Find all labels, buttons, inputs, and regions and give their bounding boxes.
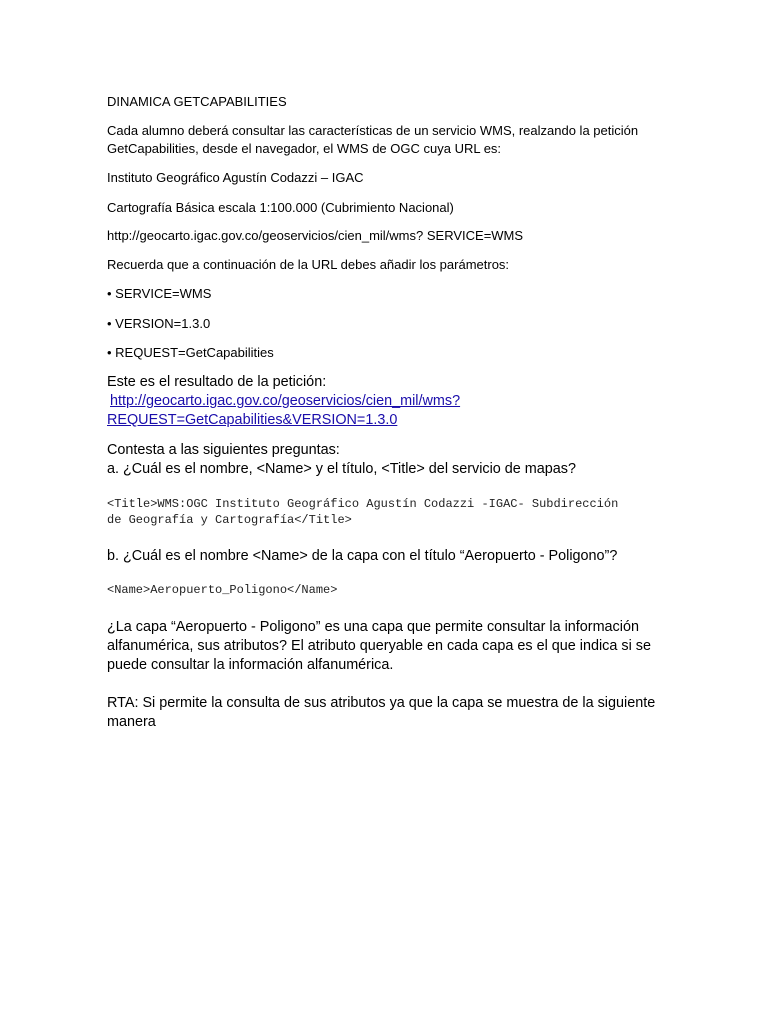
result-link-line-2 <box>107 411 397 430</box>
result-link-part-1[interactable]: http://geocarto.igac.gov.co/geoservicios/cien_mil/wms? <box>110 393 461 409</box>
question-a: a. ¿Cuál es el nombre, <Name> y el título, <Title> del servicio de mapas? <box>107 461 576 477</box>
param-service: • SERVICE=WMS <box>107 286 212 301</box>
intro-line-2: GetCapabilities, desde el navegador, el WMS de OGC cuya URL es: <box>107 141 502 156</box>
answer-b: <Name>Aeropuerto_Poligono</Name> <box>107 583 338 597</box>
result-link-part-2[interactable]: REQUEST=GetCapabilities&VERSION=1.3.0 <box>107 412 398 428</box>
cartography-line: Cartografía Básica escala 1:100.000 (Cubrimiento Nacional) <box>107 200 454 215</box>
question-c-line-3: puede consultar la información alfanumérica. <box>107 657 394 673</box>
service-url-line: http://geocarto.igac.gov.co/geoservicios/cien_mil/wms? SERVICE=WMS <box>107 228 524 243</box>
intro-line-1: Cada alumno deberá consultar las características de un servicio WMS, realzando la petición <box>107 123 639 138</box>
document-title: DINAMICA GETCAPABILITIES <box>107 94 287 109</box>
result-intro: Este es el resultado de la petición: <box>107 374 327 390</box>
institution-line: Instituto Geográfico Agustín Codazzi – IGAC <box>107 170 364 185</box>
params-intro: Recuerda que a continuación de la URL debes añadir los parámetros: <box>107 257 510 272</box>
question-c-line-2: alfanumérica, sus atributos? El atributo queryable en cada capa es el que indica si se <box>107 638 651 654</box>
answer-a-line-2: de Geografía y Cartografía</Title> <box>107 513 352 527</box>
param-request: • REQUEST=GetCapabilities <box>107 345 274 360</box>
param-version: • VERSION=1.3.0 <box>107 316 211 331</box>
rta-line-2: manera <box>107 714 156 730</box>
rta-line-1: RTA: Si permite la consulta de sus atributos ya que la capa se muestra de la siguiente <box>107 695 656 711</box>
answer-a-line-1: <Title>WMS:OGC Instituto Geográfico Agustín Codazzi -IGAC- Subdirección <box>107 497 619 511</box>
question-c-line-1: ¿La capa “Aeropuerto - Poligono” es una capa que permite consultar la información <box>107 619 639 635</box>
result-link-line-1 <box>110 392 460 411</box>
questions-intro: Contesta a las siguientes preguntas: <box>107 442 340 458</box>
question-b: b. ¿Cuál es el nombre <Name> de la capa con el título “Aeropuerto - Poligono”? <box>107 548 618 564</box>
